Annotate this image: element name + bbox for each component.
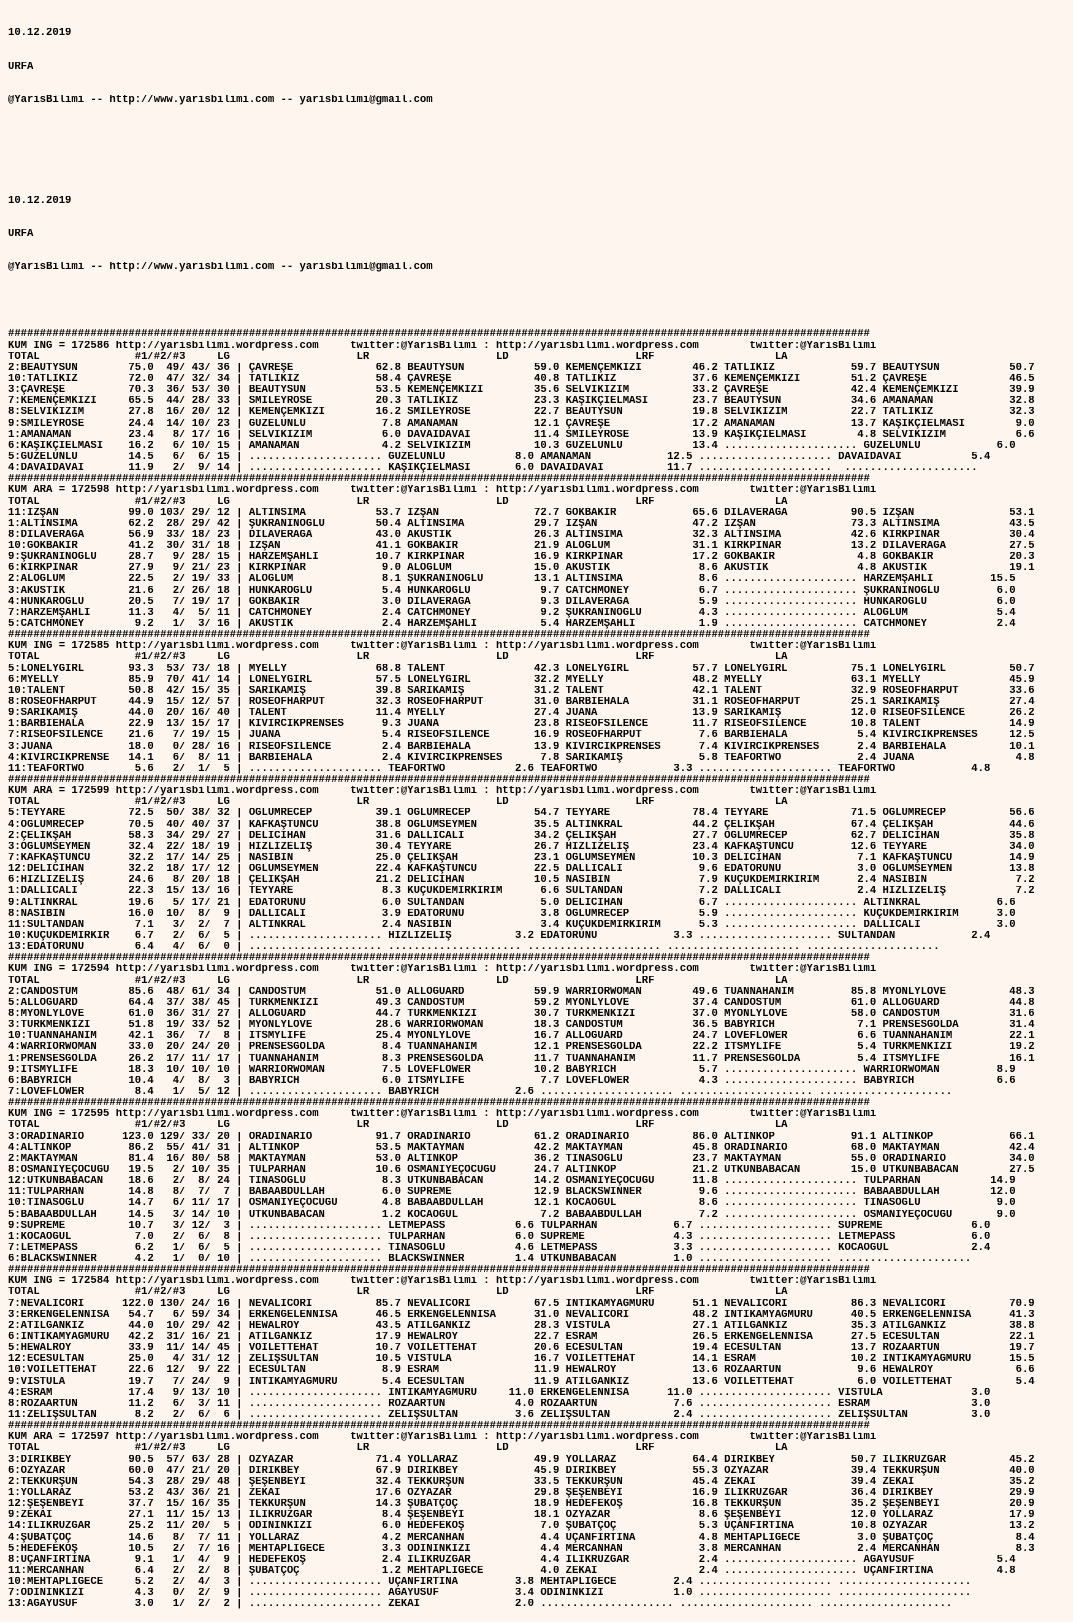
race-row: 5:BABAABDULLAH 14.5 3/ 14/ 10 | UTKUNBABACAN 1.2 KOCAOGUL 7.2 BABAABDULLAH 7.2 ..................... OSMANİYEÇOCUĞU 9.0 [8, 1209, 1016, 1221]
race-block [8, 1421, 1066, 1610]
race-row: 2:CANDOSTUM 85.6 48/ 61/ 34 | CANDOSTUM 51.0 ALLOGUARD 59.9 WARRIORWOMAN 49.6 TUANNAHANIM 85.8 MYONLYLOVE 48.3 [8, 986, 1035, 998]
race-row: 1:BARBIEHALA 22.9 13/ 15/ 17 | KIVIRCIKPRENSES 9.3 JUANA 23.8 RISEOFSILENCE 11.7 RISEOFSILENCE 10.8 TALENT 14.9 [8, 719, 1035, 731]
race-row: 8:OSMANİYEÇOCUĞU 19.5 2/ 10/ 35 | TULPARHAN 10.6 OSMANİYEÇOCUĞU 24.7 ALTINKOP 21.2 UTKUNBABACAN 15.0 UTKUNBABACAN 27.5 [8, 1164, 1035, 1176]
race-column-header: TOTAL #1/#2/#3 LG LR LD LRF LA [8, 351, 788, 363]
race-title: KUM ARA = 172598 http://yarisbilimi.wordpress.com twitter:@YarisBilimi : http://yarisbilimi.wordpress.com twitter:@YarisBilimi [8, 485, 877, 497]
race-list [8, 329, 1066, 1610]
race-row: 1:PRENSESGOLDA 26.2 17/ 11/ 17 | TUANNAHANIM 8.3 PRENSESGOLDA 11.7 TUANNAHANIM 11.7 PRENSESGOLDA 5.4 ITSMYLIFE 16.1 [8, 1053, 1035, 1065]
race-row: 8:MYONLYLOVE 61.0 36/ 31/ 27 | ALLOGUARD 44.7 TÜRKMENKIZI 30.7 TÜRKMENKIZI 37.0 MYONLYLOVE 58.0 CANDOSTUM 31.6 [8, 1008, 1035, 1020]
race-row: 7:HARZEMŞAHLI 11.3 4/ 5/ 11 | CATCHMONEY 2.4 CATCHMONEY 9.2 ŞÜKRANINOĞLU 4.3 ..................... ALOGLUM 5.4 [8, 607, 1016, 619]
race-row: 11:İZŞAN 99.0 103/ 29/ 12 | ALTINSİMA 53.7 İZŞAN 72.7 GÖKBAKIR 65.6 DİLAVERAĞA 90.5 İZŞAN 53.1 [8, 507, 1035, 519]
race-row: 4:ALTINKOP 86.2 55/ 41/ 31 | ALTINKOP 53.5 MAKTAYMAN 42.2 MAKTAYMAN 45.8 ORADINARIO 68.0 MAKTAYMAN 42.4 [8, 1142, 1035, 1154]
race-block [8, 630, 1066, 775]
race-row: 14:ILIKRÜZGAR 25.2 11/ 20/ 5 | ODININKIZI 6.0 HEDEFEKOŞ 7.0 ŞUBATÇOÇ 5.3 UÇANFIRTINA 10.8 ÖZYAZAR 13.2 [8, 1521, 1035, 1533]
race-row: 9:ZEKAİ 27.1 11/ 15/ 13 | ILIKRÜZGAR 8.4 ŞEŞENBEYİ 18.1 ÖZYAZAR 8.6 ŞEŞENBEYİ 12.0 YOLLARAZ 17.9 [8, 1510, 1035, 1522]
race-separator: ######################################################################################################################################## [8, 630, 870, 642]
race-row: 12:ŞEŞENBEYİ 37.7 15/ 16/ 35 | TEKKURŞUN 14.3 ŞUBATÇOÇ 18.9 HEDEFEKOŞ 16.8 TEKKURŞUN 35.2 ŞEŞENBEYİ 20.9 [8, 1499, 1035, 1511]
race-title: KUM ING = 172586 http://yarisbilimi.wordpress.com twitter:@YarisBilimi : http://yarisbilimi.wordpress.com twitter:@YarisBilimi [8, 340, 877, 352]
race-row: 10:VOİLETTEHAT 22.6 12/ 9/ 22 | ECESULTAN 8.9 ESRAM 11.9 HEWALROY 13.6 ROZAARTUN 9.6 HEWALROY 6.6 [8, 1365, 1035, 1377]
race-row: 6:BLACKSWINNER 4.2 1/ 0/ 10 | ..................... BLACKSWINNER 1.4 UTKUNBABACAN 1.0 ..................... ..................... [8, 1254, 972, 1266]
race-row: 7:LETMEPASS 6.2 1/ 6/ 5 | ..................... TINASOĞLU 4.6 LETMEPASS 3.3 ..................... KOCAOGUL 2.4 [8, 1242, 991, 1254]
race-row: 9:ŞÜKRANINOĞLU 28.7 9/ 28/ 15 | HARZEMŞAHLI 10.7 KIRKPINAR 16.9 KIRKPINAR 17.2 GÖKBAKIR 4.8 GÖKBAKIR 20.3 [8, 552, 1035, 564]
race-row: 10:GÖKBAKIR 41.2 30/ 31/ 18 | İZŞAN 41.1 GÖKBAKIR 21.9 ALOGLUM 31.1 KIRKPINAR 13.2 DİLAVERAĞA 27.5 [8, 541, 1035, 553]
race-row: 3:JUANA 18.0 0/ 28/ 16 | RISEOFSILENCE 2.4 BARBIEHALA 13.9 KIVIRCIKPRENSES 7.4 KIVIRCIKPRENSES 2.4 BARBIEHALA 10.1 [8, 741, 1035, 753]
race-row: 6:KAŞIKÇIELMASI 16.2 6/ 10/ 15 | AMANAMAN 4.2 SELVIKIZIM 10.3 GÜZELÜNLÜ 13.4 ..................... GÜZELÜNLÜ 6.0 [8, 440, 1016, 452]
report-date-repeat: 10.12.2019 [8, 195, 72, 207]
race-row: 10:TUANNAHANIM 42.1 36/ 7/ 8 | ITSMYLIFE 25.4 MYONLYLOVE 16.7 ALLOGUARD 24.7 LOVEFLOWER 6.6 TUANNAHANIM 22.1 [8, 1031, 1035, 1043]
report-city: URFA [8, 61, 34, 73]
race-separator: ######################################################################################################################################## [8, 953, 870, 965]
race-row: 2:ALOGLUM 22.5 2/ 19/ 33 | ALOGLUM 8.1 ŞÜKRANINOĞLU 13.1 ALTINSİMA 8.6 ..................... HARZEMŞAHLI 15.5 [8, 574, 1016, 586]
race-row: 5:HEWALROY 33.9 11/ 14/ 45 | VOİLETTEHAT 10.7 VOİLETTEHAT 20.6 ECESULTAN 19.4 ECESULTAN 13.7 ROZAARTUN 19.7 [8, 1343, 1035, 1355]
report-contact: @YarisBilimi -- http://www.yarisbilimi.com -- yarisbilimi@gmail.com [8, 95, 433, 107]
race-column-header: TOTAL #1/#2/#3 LG LR LD LRF LA [8, 1443, 788, 1455]
race-title: KUM ARA = 172597 http://yarisbilimi.wordpress.com twitter:@YarisBilimi : http://yarisbilimi.wordpress.com twitter:@YarisBilimi [8, 1432, 877, 1444]
race-row: 8:NASIBIN 16.0 10/ 8/ 9 | DALLICALI 3.9 EDATORUNU 3.8 OĞLUMRECEP 5.9 ..................... KÜÇÜKDEMİRKIRIM 3.0 [8, 908, 1016, 920]
spacer [8, 129, 1066, 140]
race-row: 6:İNTİKAMYAĞMURU 42.2 31/ 16/ 21 | ATILGANKIZ 17.9 HEWALROY 22.7 ESRAM 26.5 ERKENGELENNİSA 27.5 ECESULTAN 22.1 [8, 1332, 1035, 1344]
race-row: 9:SUPREME 10.7 3/ 12/ 3 | ..................... LETMEPASS 6.6 TULPARHAN 6.7 ..................... SUPREME 6.0 [8, 1220, 991, 1232]
race-row: 9:ITSMYLIFE 18.3 10/ 10/ 10 | WARRIORWOMAN 7.5 LOVEFLOWER 10.2 BABYRICH 5.7 ..................... WARRIORWOMAN 8.9 [8, 1064, 1016, 1076]
race-row: 3:DİRİKBEY 90.5 57/ 63/ 28 | ÖZYAZAR 71.4 YOLLARAZ 49.9 YOLLARAZ 64.4 DİRİKBEY 50.7 ILIKRÜZGAR 45.2 [8, 1454, 1035, 1466]
race-row: 1:KOCAOGUL 7.0 2/ 6/ 8 | ..................... TULPARHAN 6.0 SUPREME 4.3 ..................... LETMEPASS 6.0 [8, 1231, 991, 1243]
race-row: 1:ALTINSİMA 62.2 28/ 29/ 42 | ŞÜKRANINOĞLU 50.4 ALTINSİMA 29.7 İZŞAN 47.2 İZŞAN 73.3 ALTINSİMA 43.5 [8, 518, 1035, 530]
race-title: KUM ING = 172595 http://yarisbilimi.wordpress.com twitter:@YarisBilimi : http://yarisbilimi.wordpress.com twitter:@YarisBilimi [8, 1109, 877, 1121]
race-row: 12:UTKUNBABACAN 18.6 2/ 8/ 24 | TINASOĞLU 8.3 UTKUNBABACAN 14.2 OSMANİYEÇOCUĞU 11.8 ..................... TULPARHAN 14.9 [8, 1176, 1016, 1188]
race-row: 5:CATCHMONEY 9.2 1/ 3/ 16 | AKUSTİK 2.4 HARZEMŞAHLI 5.4 HARZEMŞAHLI 1.9 ..................... CATCHMONEY 2.4 [8, 619, 1016, 631]
race-row: 5:TEYYARE 72.5 50/ 38/ 32 | OĞLUMRECEP 39.1 OĞLUMRECEP 54.7 TEYYARE 78.4 TEYYARE 71.5 OĞLUMRECEP 56.6 [8, 808, 1035, 820]
race-row: 7:ODININKIZI 4.3 0/ 2/ 9 | ..................... AGAYUSUF 3.4 ODININKIZI 1.0 ..................... ..................... [8, 1588, 972, 1600]
race-row: 10:TATLIKIZ 72.0 47/ 32/ 34 | TATLIKIZ 58.4 ÇAVREŞE 40.8 TATLIKIZ 37.6 KEMENÇEMKIZI 51.2 ÇAVREŞE 46.5 [8, 373, 1035, 385]
race-row: 4:ESRAM 17.4 9/ 13/ 10 | ..................... İNTİKAMYAĞMURU 11.0 ERKENGELENNİSA 11.0 ..................... VİSTULA 3.0 [8, 1387, 991, 1399]
report-contact-repeat: @YarisBilimi -- http://www.yarisbilimi.com -- yarisbilimi@gmail.com [8, 262, 433, 274]
race-row: 8:ROSEOFHARPUT 44.9 15/ 12/ 57 | ROSEOFHARPUT 32.3 ROSEOFHARPUT 31.0 BARBIEHALA 31.1 ROSEOFHARPUT 25.1 SARIKAMIŞ 27.4 [8, 697, 1035, 709]
race-title: KUM ARA = 172599 http://yarisbilimi.wordpress.com twitter:@YarisBilimi : http://yarisbilimi.wordpress.com twitter:@YarisBilimi [8, 786, 877, 798]
race-row: 8:ROZAARTUN 11.2 6/ 3/ 11 | ..................... ROZAARTUN 4.0 ROZAARTUN 7.6 ..................... ESRAM 3.0 [8, 1398, 991, 1410]
race-block [8, 953, 1066, 1098]
race-row: 6:MYELLY 85.9 70/ 41/ 14 | LONELYGIRL 57.5 LONELYGIRL 32.2 MYELLY 48.2 MYELLY 63.1 MYELLY 45.9 [8, 674, 1035, 686]
race-row: 1:DALLICALI 22.3 15/ 13/ 16 | TEYYARE 8.3 KÜÇÜKDEMİRKIRIM 6.6 SULTANDAN 7.2 DALLICALI 2.4 HIZLIZELİŞ 7.2 [8, 886, 1035, 898]
race-column-header: TOTAL #1/#2/#3 LG LR LD LRF LA [8, 652, 788, 664]
race-row: 13:EDATORUNU 6.4 4/ 6/ 0 | ..................... ..................... ..................... ..................... ..................... [8, 942, 940, 954]
race-column-header: TOTAL #1/#2/#3 LG LR LD LRF LA [8, 496, 788, 508]
race-row: 4:ŞUBATÇOÇ 14.6 8/ 7/ 11 | YOLLARAZ 4.2 MERCANHAN 4.4 UÇANFIRTINA 4.8 MEHTAPLIGECE 3.0 ŞUBATÇOÇ 8.4 [8, 1532, 1035, 1544]
race-row: 9:ALTINKRAL 19.6 5/ 17/ 21 | EDATORUNU 6.0 SULTANDAN 5.0 DELİCİHAN 6.7 ..................... ALTINKRAL 6.6 [8, 897, 1016, 909]
race-row: 4:WARRIORWOMAN 33.0 20/ 24/ 20 | PRENSESGOLDA 8.4 TUANNAHANIM 12.1 PRENSESGOLDA 22.2 ITSMYLIFE 5.4 TÜRKMENKIZI 19.2 [8, 1042, 1035, 1054]
race-row: 6:ÖZYAZAR 60.0 47/ 21/ 20 | DİRİKBEY 67.9 DİRİKBEY 45.9 DİRİKBEY 55.3 ÖZYAZAR 39.4 TEKKURŞUN 40.0 [8, 1465, 1035, 1477]
race-separator: ######################################################################################################################################## [8, 329, 870, 341]
race-row: 3:OĞLUMSEYMEN 32.4 22/ 18/ 19 | HIZLIZELİŞ 30.4 TEYYARE 26.7 HIZLIZELİŞ 23.4 KAFKAŞTUNCU 12.6 TEYYARE 34.0 [8, 841, 1035, 853]
race-row: 10:TINASOĞLU 14.7 6/ 11/ 17 | OSMANİYEÇOCUĞU 4.8 BABAABDULLAH 12.1 KOCAOGUL 8.6 ..................... TINASOĞLU 9.0 [8, 1198, 1016, 1210]
race-row: 5:HEDEFEKOŞ 10.5 2/ 7/ 16 | MEHTAPLIGECE 3.3 ODININKIZI 4.4 MERCANHAN 3.8 MERCANHAN 2.4 MERCANHAN 8.3 [8, 1543, 1035, 1555]
race-row: 10:MEHTAPLIGECE 5.2 2/ 4/ 3 | ..................... UÇANFIRTINA 3.8 MEHTAPLIGECE 2.4 ..................... ..................... [8, 1577, 972, 1589]
spacer [8, 296, 1066, 307]
race-column-header: TOTAL #1/#2/#3 LG LR LD LRF LA [8, 1287, 788, 1299]
race-row: 3:ERKENGELENNİSA 54.7 6/ 59/ 34 | ERKENGELENNİSA 46.5 ERKENGELENNİSA 31.0 NEVALİCORİ 48.2 İNTİKAMYAĞMURU 40.5 ERKENGELENNİSA 41.3 [8, 1309, 1035, 1321]
race-row: 5:GÜZELÜNLÜ 14.5 6/ 6/ 15 | ..................... GÜZELÜNLÜ 8.0 AMANAMAN 12.5 ..................... DAVAIDAVAI 5.4 [8, 451, 991, 463]
race-row: 9:SMILEYROSE 24.4 14/ 10/ 23 | GÜZELÜNLÜ 7.8 AMANAMAN 12.1 ÇAVREŞE 17.2 AMANAMAN 13.7 KAŞIKÇIELMASI 9.0 [8, 418, 1035, 430]
race-row: 11:SULTANDAN 7.1 3/ 2/ 7 | ALTINKRAL 2.4 NASIBIN 3.4 KÜÇÜKDEMİRKIRIM 5.3 ..................... DALLICALI 3.0 [8, 919, 1016, 931]
race-column-header: TOTAL #1/#2/#3 LG LR LD LRF LA [8, 797, 788, 809]
race-row: 11:TEAFORTWO 5.6 2/ 1/ 5 | ..................... TEAFORTWO 2.6 TEAFORTWO 3.3 ..................... TEAFORTWO 4.8 [8, 763, 991, 775]
race-block [8, 474, 1066, 630]
race-row: 6:KIRKPINAR 27.9 9/ 21/ 23 | KIRKPINAR 9.0 ALOGLUM 15.0 AKUSTİK 8.6 AKUSTİK 4.8 AKUSTİK 19.1 [8, 563, 1035, 575]
race-row: 7:RISEOFSILENCE 21.6 7/ 19/ 15 | JUANA 5.4 RISEOFSILENCE 16.9 ROSEOFHARPUT 7.6 BARBIEHALA 5.4 KIVIRCIKPRENSES 12.5 [8, 730, 1035, 742]
race-row: 6:HIZLIZELİŞ 24.6 8/ 20/ 18 | ÇELİKŞAH 21.2 DELİCİHAN 10.5 NASIBIN 7.9 KÜÇÜKDEMİRKIRIM 2.4 NASIBIN 7.2 [8, 875, 1035, 887]
race-row: 10:TALENT 50.8 42/ 15/ 35 | SARIKAMIŞ 39.8 SARIKAMIŞ 31.2 TALENT 42.1 TALENT 32.9 ROSEOFHARPUT 33.6 [8, 685, 1035, 697]
race-row: 8:UÇANFIRTINA 9.1 1/ 4/ 9 | HEDEFEKOŞ 2.4 ILIKRÜZGAR 4.4 ILIKRÜZGAR 2.4 ..................... AGAYUSUF 5.4 [8, 1554, 1016, 1566]
race-row: 11:TULPARHAN 14.8 8/ 7/ 7 | BABAABDULLAH 6.0 SUPREME 12.9 BLACKSWINNER 9.6 ..................... BABAABDULLAH 12.0 [8, 1187, 1016, 1199]
race-separator: ######################################################################################################################################## [8, 775, 870, 787]
race-block [8, 329, 1066, 474]
race-column-header: TOTAL #1/#2/#3 LG LR LD LRF LA [8, 1120, 788, 1132]
race-row: 8:DİLAVERAĞA 56.9 33/ 18/ 23 | DİLAVERAĞA 43.0 AKUSTİK 26.3 ALTINSİMA 32.3 ALTINSİMA 42.6 KIRKPINAR 30.4 [8, 529, 1035, 541]
race-row: 8:SELVIKIZIM 27.8 16/ 20/ 12 | KEMENÇEMKIZI 16.2 SMILEYROSE 22.7 BEAUTYSUN 19.8 SELVIKIZIM 22.7 TATLIKIZ 32.3 [8, 407, 1035, 419]
race-row: 2:MAKTAYMAN 81.4 16/ 80/ 58 | MAKTAYMAN 53.0 ALTINKOP 36.2 TINASOĞLU 23.7 MAKTAYMAN 55.0 ORADINARIO 34.0 [8, 1153, 1035, 1165]
race-row: 4:KIVIRCIKPRENSE 14.1 6/ 8/ 11 | BARBIEHALA 2.4 KIVIRCIKPRENSES 7.8 SARIKAMIŞ 5.8 TEAFORTWO 2.4 JUANA 4.8 [8, 752, 1035, 764]
report-date: 10.12.2019 [8, 28, 72, 40]
race-row: 9:SARIKAMIŞ 44.0 20/ 16/ 40 | TALENT 11.4 MYELLY 27.4 JUANA 13.9 SARIKAMIŞ 12.0 RISEOFSILENCE 26.2 [8, 708, 1035, 720]
race-row: 12:ECESULTAN 25.0 4/ 31/ 12 | ZELİŞSULTAN 10.5 VİSTULA 16.7 VOİLETTEHAT 14.1 ESRAM 10.2 İNTİKAMYAĞMURU 15.5 [8, 1354, 1035, 1366]
race-row: 7:KAFKAŞTUNCU 32.2 17/ 14/ 25 | NASIBIN 25.0 ÇELİKŞAH 23.1 OĞLUMSEYMEN 10.3 DELİCİHAN 7.1 KAFKAŞTUNCU 14.9 [8, 853, 1035, 864]
race-column-header: TOTAL #1/#2/#3 LG LR LD LRF LA [8, 975, 788, 987]
race-row: 3:ÇAVREŞE 70.3 36/ 53/ 30 | BEAUTYSUN 53.5 KEMENÇEMKIZI 35.6 SELVIKIZIM 33.2 ÇAVREŞE 42.4 KEMENÇEMKIZI 39.9 [8, 385, 1035, 397]
race-row: 5:LONELYGIRL 93.3 53/ 73/ 18 | MYELLY 68.8 TALENT 42.3 LONELYGIRL 57.7 LONELYGIRL 75.1 LONELYGIRL 50.7 [8, 663, 1035, 675]
race-row: 7:KEMENÇEMKIZI 65.5 44/ 28/ 33 | SMILEYROSE 20.3 TATLIKIZ 23.3 KAŞIKÇIELMASI 23.7 BEAUTYSUN 34.6 AMANAMAN 32.8 [8, 396, 1035, 408]
race-row: 7:LOVEFLOWER 8.4 1/ 5/ 12 | ..................... BABYRICH 2.6 ..................... ..................... ..................... [8, 1086, 953, 1098]
race-separator: ######################################################################################################################################## [8, 1421, 870, 1433]
race-row: 2:ATILGANKIZ 44.0 10/ 29/ 42 | HEWALROY 43.5 ATILGANKIZ 28.3 VİSTULA 27.1 ATILGANKIZ 35.3 ATILGANKIZ 38.8 [8, 1320, 1035, 1332]
race-title: KUM ING = 172584 http://yarisbilimi.wordpress.com twitter:@YarisBilimi : http://yarisbilimi.wordpress.com twitter:@YarisBilimi [8, 1276, 877, 1288]
race-separator: ######################################################################################################################################## [8, 1265, 870, 1277]
race-row: 10:KÜÇÜKDEMİRKIR 6.7 2/ 6/ 5 | ..................... HIZLIZELİŞ 3.2 EDATORUNU 3.3 ..................... SULTANDAN 2.4 [8, 930, 991, 942]
race-row: 2:TEKKURŞUN 54.3 28/ 29/ 48 | ŞEŞENBEYİ 32.4 TEKKURŞUN 33.5 TEKKURŞUN 45.4 ZEKAİ 39.4 ZEKAİ 35.2 [8, 1476, 1035, 1488]
race-title: KUM ING = 172594 http://yarisbilimi.wordpress.com twitter:@YarisBilimi : http://yarisbilimi.wordpress.com twitter:@YarisBilimi [8, 964, 877, 976]
race-separator: ######################################################################################################################################## [8, 1098, 870, 1110]
race-row: 12:DELİCİHAN 32.2 18/ 17/ 12 | OĞLUMSEYMEN 22.4 KAFKAŞTUNCU 22.5 DALLICALI 9.6 EDATORUNU 3.0 OĞLUMSEYMEN 13.8 [8, 864, 1035, 876]
race-row: 4:HÜNKAROĞLU 20.5 7/ 19/ 17 | GÖKBAKIR 3.0 DİLAVERAĞA 9.3 DİLAVERAĞA 5.9 ..................... HÜNKAROĞLU 6.0 [8, 596, 1016, 608]
race-separator: ######################################################################################################################################## [8, 474, 870, 486]
results-sheet [8, 6, 1066, 1622]
race-row: 1:AMANAMAN 23.4 8/ 17/ 16 | SELVIKIZIM 6.0 DAVAIDAVAI 11.4 SMILEYROSE 13.9 KAŞIKÇIELMASI 4.8 SELVIKIZIM 6.6 [8, 429, 1035, 441]
race-row: 2:ÇELİKŞAH 58.3 34/ 29/ 27 | DELİCİHAN 31.6 DALLICALI 34.2 ÇELİKŞAH 27.7 OĞLUMRECEP 62.7 DELİCİHAN 35.8 [8, 830, 1035, 842]
race-row: 1:YOLLARAZ 53.2 43/ 36/ 21 | ZEKAİ 17.6 ÖZYAZAR 29.8 ŞEŞENBEYİ 16.9 ILIKRÜZGAR 36.4 DİRİKBEY 29.9 [8, 1488, 1035, 1500]
race-block [8, 1098, 1066, 1265]
race-row: 4:OĞLUMRECEP 70.5 40/ 40/ 37 | KAFKAŞTUNCU 38.8 OĞLUMSEYMEN 35.5 ALTINKRAL 44.2 ÇELİKŞAH 67.4 ÇELİKŞAH 44.6 [8, 819, 1035, 831]
race-row: 3:AKUSTİK 21.6 2/ 26/ 18 | HÜNKAROĞLU 5.4 HÜNKAROĞLU 9.7 CATCHMONEY 6.7 ..................... ŞÜKRANINOĞLU 6.0 [8, 585, 1016, 597]
race-row: 3:TÜRKMENKIZI 51.8 19/ 33/ 52 | MYONLYLOVE 28.6 WARRIORWOMAN 18.3 CANDOSTUM 36.5 BABYRICH 7.1 PRENSESGOLDA 31.4 [8, 1020, 1035, 1032]
report-city-repeat: URFA [8, 229, 34, 241]
race-row: 2:BEAUTYSUN 75.0 49/ 43/ 36 | ÇAVREŞE 62.8 BEAUTYSUN 59.0 KEMENÇEMKIZI 46.2 TATLIKIZ 59.7 BEAUTYSUN 50.7 [8, 362, 1035, 374]
race-row: 5:ALLOGUARD 64.4 37/ 38/ 45 | TÜRKMENKIZI 49.3 CANDOSTUM 59.2 MYONLYLOVE 37.4 CANDOSTUM 61.0 ALLOGUARD 44.8 [8, 997, 1035, 1009]
race-row: 11:MERCANHAN 6.4 2/ 2/ 8 | ŞUBATÇOÇ 1.2 MEHTAPLIGECE 4.0 ZEKAİ 2.4 ..................... UÇANFIRTINA 4.8 [8, 1566, 1016, 1577]
race-row: 11:ZELİŞSULTAN 8.2 2/ 6/ 6 | ..................... ZELİŞSULTAN 3.6 ZELİŞSULTAN 2.4 ..................... ZELİŞSULTAN 3.0 [8, 1410, 991, 1422]
race-block [8, 1265, 1066, 1421]
race-block [8, 775, 1066, 953]
race-row: 6:BABYRICH 10.4 4/ 8/ 3 | BABYRICH 6.0 ITSMYLIFE 7.7 LOVEFLOWER 4.3 ..................... BABYRICH 6.6 [8, 1075, 1016, 1087]
race-row: 4:DAVAIDAVAI 11.9 2/ 9/ 14 | ..................... KAŞIKÇIELMASI 6.0 DAVAIDAVAI 11.7 ..................... ..................... [8, 463, 978, 475]
race-row: 3:ORADINARIO 123.0 129/ 33/ 20 | ORADINARIO 91.7 ORADINARIO 61.2 ORADINARIO 86.0 ALTINKOP 91.1 ALTINKOP 66.1 [8, 1131, 1035, 1143]
spacer [8, 162, 1066, 173]
race-row: 13:AGAYUSUF 3.0 1/ 2/ 2 | ..................... ZEKAİ 2.0 ..................... ..................... ..................... [8, 1599, 953, 1611]
race-row: 9:VİSTULA 19.7 7/ 24/ 9 | İNTİKAMYAĞMURU 5.4 ECESULTAN 11.9 ATILGANKIZ 13.6 VOİLETTEHAT 6.0 VOİLETTEHAT 5.4 [8, 1376, 1035, 1388]
race-title: KUM ING = 172585 http://yarisbilimi.wordpress.com twitter:@YarisBilimi : http://yarisbilimi.wordpress.com twitter:@YarisBilimi [8, 641, 877, 653]
race-row: 7:NEVALİCORİ 122.0 130/ 24/ 16 | NEVALİCORİ 85.7 NEVALİCORİ 67.5 İNTİKAMYAĞMURU 51.1 NEVALİCORİ 86.3 NEVALİCORİ 70.9 [8, 1298, 1035, 1310]
